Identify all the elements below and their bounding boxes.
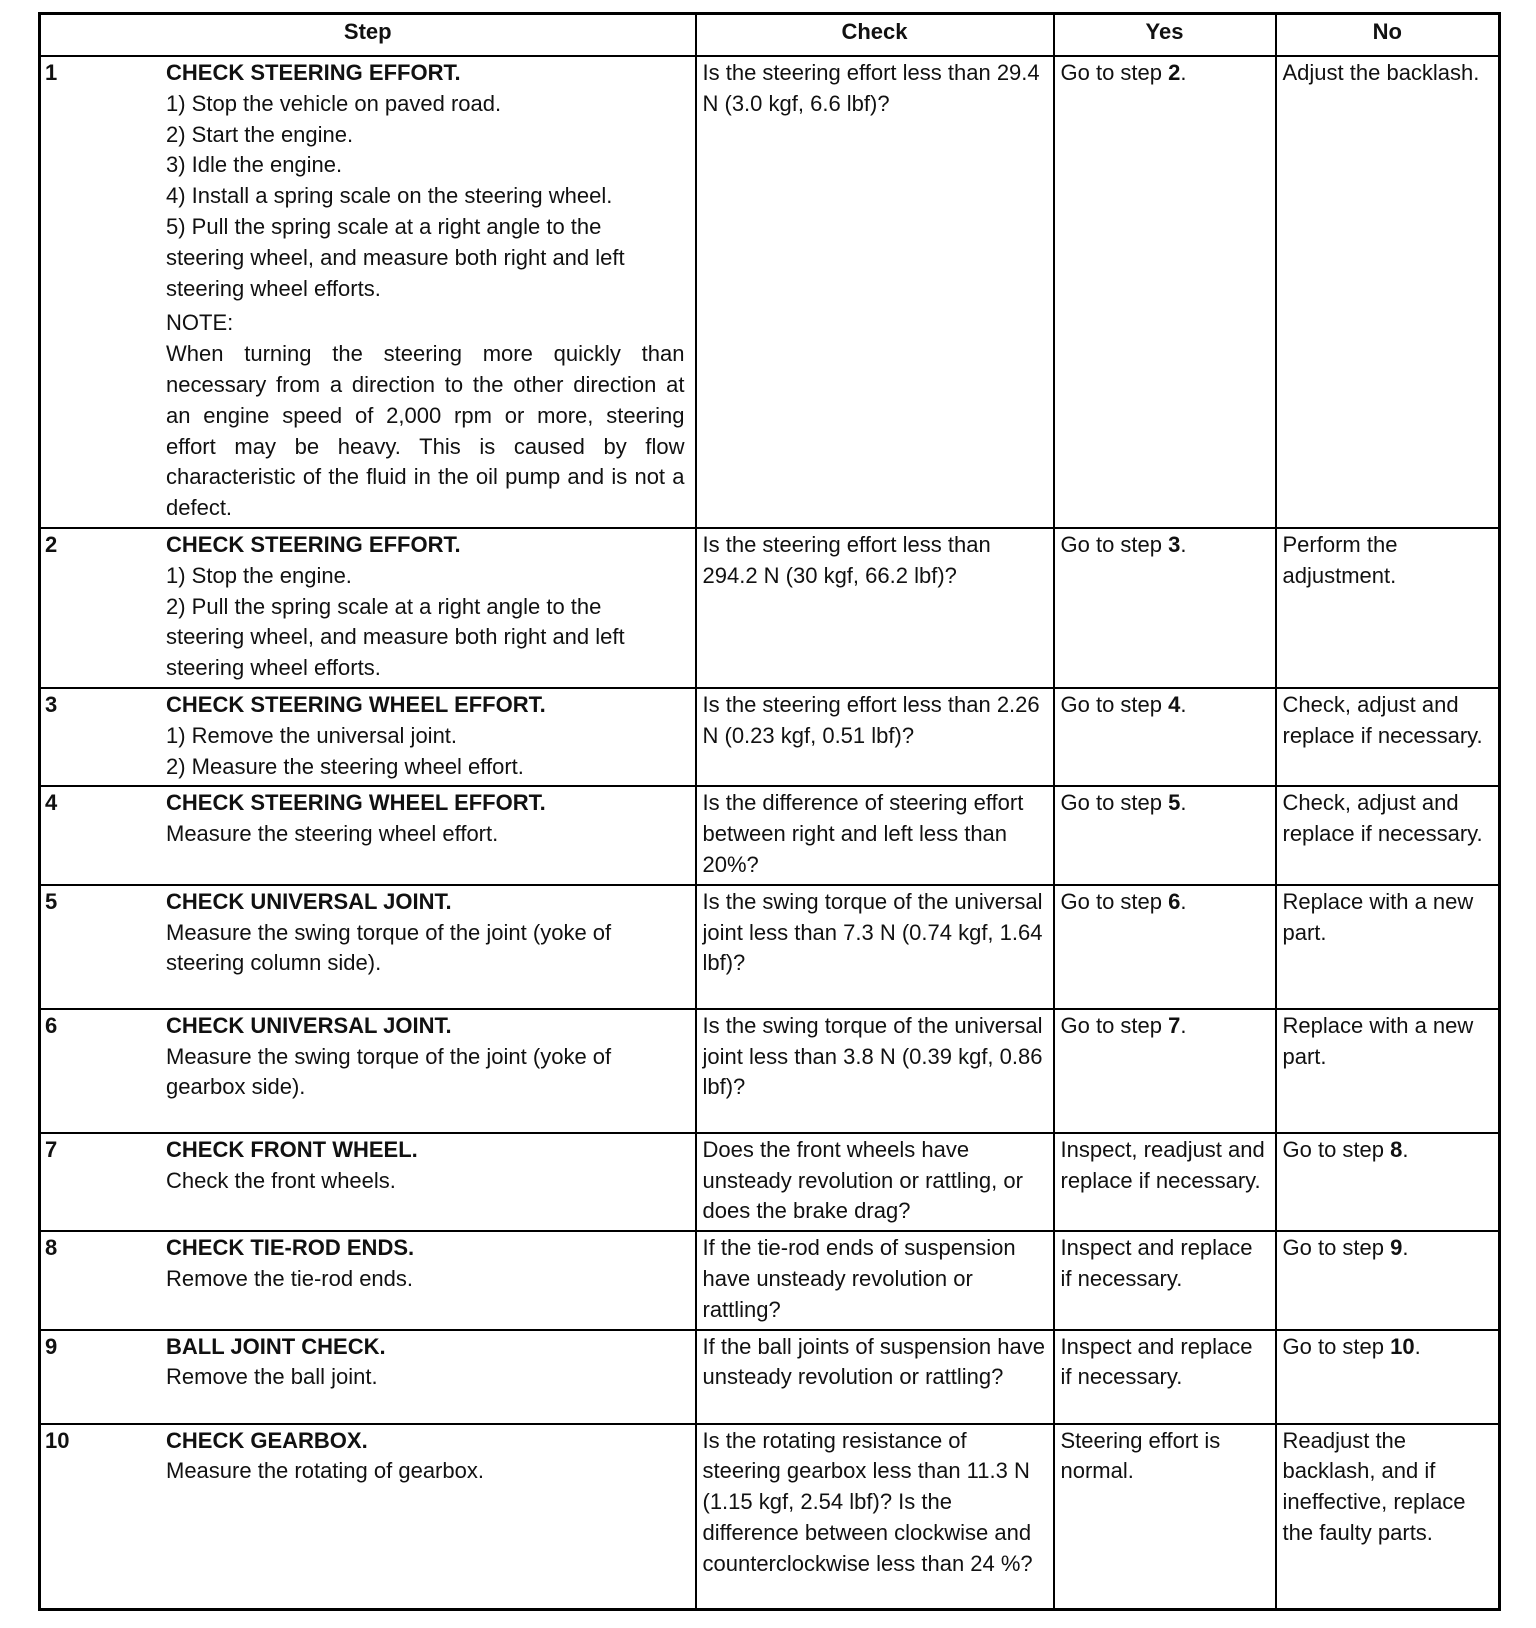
no-text: Replace with a new part. [1282,888,1474,945]
header-yes: Yes [1054,14,1276,57]
yes-text: Go to step [1060,1012,1169,1038]
step-cell [40,1009,696,1133]
yes-cell [1054,885,1276,1009]
no-cell [1276,1133,1500,1231]
step-instruction: 1) Stop the vehicle on paved road. [166,90,502,116]
check-cell: Is the rotating resistance of steering gearbox less than 11.3 N (1.15 kgf, 2.54 lbf)? Is the difference between clockwise and counterclockwise less than 24 %? [696,1424,1054,1610]
table-row [40,688,1500,786]
yes-cell [1054,1231,1276,1329]
step-instruction: Remove the tie-rod ends. [166,1265,414,1291]
step-cell [40,1231,696,1329]
yes-text: Go to step [1060,790,1169,816]
no-cell [1276,688,1500,786]
no-cell [1276,528,1500,688]
step-title: CHECK STEERING WHEEL EFFORT. [166,790,546,816]
step-number: 4 [45,790,58,816]
step-instruction: Remove the ball joint. [166,1364,378,1390]
yes-cell [1054,786,1276,884]
step-number: 2 [45,531,58,557]
yes-step-ref: 6 [1168,888,1181,914]
step-instruction: 2) Pull the spring scale at a right angle to the steering wheel, and measure both right and left steering wheel efforts. [166,593,625,681]
no-cell [1276,1231,1500,1329]
step-cell [40,528,696,688]
no-text: Replace with a new part. [1282,1012,1474,1069]
table-row [40,885,1500,1009]
step-body [166,58,685,524]
step-instruction: 2) Start the engine. [166,121,354,147]
no-cell [1276,885,1500,1009]
step-instruction: 1) Remove the universal joint. [166,722,458,748]
table-row [40,56,1500,528]
no-text: Perform the adjustment. [1282,531,1398,588]
table-row [40,528,1500,688]
step-title: CHECK FRONT WHEEL. [166,1136,418,1162]
step-title: CHECK GEARBOX. [166,1427,368,1453]
yes-text-suffix: . [1180,1012,1187,1038]
no-text-suffix: . [1402,1235,1409,1261]
step-body [166,690,685,782]
table-row [40,1330,1500,1424]
yes-cell [1054,1330,1276,1424]
yes-text: Inspect and replace if necessary. [1060,1235,1253,1291]
yes-text: Go to step [1060,888,1169,914]
step-cell [40,688,696,786]
step-title: CHECK STEERING EFFORT. [166,531,461,557]
step-body [166,788,685,850]
step-number: 5 [45,888,58,914]
step-instruction: Check the front wheels. [166,1167,396,1193]
no-cell [1276,1009,1500,1133]
yes-text-suffix: . [1180,691,1187,717]
yes-text: Inspect, readjust and replace if necessary. [1060,1136,1265,1193]
yes-text-suffix: . [1180,531,1187,557]
no-text: Go to step [1282,1136,1391,1162]
no-cell [1276,1424,1500,1610]
step-cell [40,1133,696,1231]
yes-step-ref: 3 [1168,531,1181,557]
yes-text: Go to step [1060,60,1169,85]
step-cell [40,56,696,528]
check-cell: Does the front wheels have unsteady revolution or rattling, or does the brake drag? [696,1133,1054,1231]
header-no: No [1276,14,1500,57]
no-text: Go to step [1282,1333,1391,1359]
check-cell: Is the steering effort less than 29.4 N (3.0 kgf, 6.6 lbf)? [696,56,1054,528]
no-text: Check, adjust and replace if necessary. [1282,790,1483,847]
step-title: CHECK STEERING EFFORT. [166,60,461,85]
step-body [166,1233,685,1295]
step-instruction: 4) Install a spring scale on the steering wheel. [166,183,613,209]
step-number: 9 [45,1333,58,1359]
step-instruction: 3) Idle the engine. [166,152,343,178]
yes-cell [1054,528,1276,688]
step-cell [40,1330,696,1424]
yes-text: Steering effort is normal. [1060,1427,1221,1484]
yes-cell [1054,688,1276,786]
step-title: CHECK STEERING WHEEL EFFORT. [166,691,546,717]
no-text: Check, adjust and replace if necessary. [1282,691,1483,748]
check-cell: Is the steering effort less than 2.26 N (0.23 kgf, 0.51 lbf)? [696,688,1054,786]
check-cell: Is the difference of steering effort between right and left less than 20%? [696,786,1054,884]
step-number: 7 [45,1136,58,1162]
step-number: 10 [45,1427,70,1453]
no-text-suffix: . [1402,1136,1409,1162]
step-instruction: 2) Measure the steering wheel effort. [166,753,524,779]
check-cell: Is the swing torque of the universal joint less than 3.8 N (0.39 kgf, 0.86 lbf)? [696,1009,1054,1133]
no-text: Readjust the backlash, and if ineffective, replace the faulty parts. [1282,1427,1466,1545]
troubleshooting-table [38,12,1501,1611]
no-cell [1276,786,1500,884]
yes-step-ref: 5 [1168,790,1181,816]
table-row [40,1133,1500,1231]
step-instruction: 1) Stop the engine. [166,562,352,588]
step-number: 6 [45,1012,58,1038]
yes-text: Go to step [1060,531,1169,557]
no-step-ref: 8 [1390,1136,1403,1162]
step-instruction: Measure the swing torque of the joint (yoke of gearbox side). [166,1043,612,1100]
yes-step-ref: 4 [1168,691,1181,717]
yes-cell [1054,1133,1276,1231]
step-instruction: Measure the rotating of gearbox. [166,1458,484,1484]
step-body [166,1426,685,1488]
no-text: Adjust the backlash. [1282,60,1480,85]
no-text: Go to step [1282,1235,1391,1261]
table-row [40,1424,1500,1610]
step-cell [40,1424,696,1610]
header-check: Check [696,14,1054,57]
note-text: When turning the steering more quickly than necessary from a direction to the other direction at an engine speed of 2,000 rpm or more, steering effort may be heavy. This is caused by flow characteristic of the fluid in the oil pump and is not a defect. [166,341,685,521]
yes-cell [1054,1009,1276,1133]
table-row [40,1231,1500,1329]
yes-text: Inspect and replace if necessary. [1060,1333,1253,1390]
yes-text-suffix: . [1180,60,1187,85]
no-step-ref: 10 [1390,1333,1415,1359]
yes-text: Go to step [1060,691,1169,717]
yes-cell [1054,1424,1276,1610]
step-body [166,1011,685,1103]
check-cell: Is the steering effort less than 294.2 N (30 kgf, 66.2 lbf)? [696,528,1054,688]
step-title: CHECK UNIVERSAL JOINT. [166,1012,452,1038]
step-title: CHECK TIE-ROD ENDS. [166,1235,415,1261]
step-instruction: Measure the steering wheel effort. [166,821,499,847]
check-cell: If the ball joints of suspension have unsteady revolution or rattling? [696,1330,1054,1424]
yes-text-suffix: . [1180,888,1187,914]
no-cell [1276,56,1500,528]
step-number: 8 [45,1235,58,1261]
step-title: BALL JOINT CHECK. [166,1333,386,1359]
no-cell [1276,1330,1500,1424]
step-cell [40,786,696,884]
check-cell: Is the swing torque of the universal joint less than 7.3 N (0.74 kgf, 1.64 lbf)? [696,885,1054,1009]
step-number: 3 [45,691,58,717]
note-label: NOTE: [166,310,234,336]
yes-cell [1054,56,1276,528]
table-body [40,56,1500,1610]
yes-step-ref: 2 [1168,60,1181,85]
step-body [166,887,685,979]
table-row [40,1009,1500,1133]
no-text-suffix: . [1414,1333,1421,1359]
step-body [166,530,685,684]
step-body [166,1332,685,1394]
check-cell: If the tie-rod ends of suspension have unsteady revolution or rattling? [696,1231,1054,1329]
page [38,12,1498,1611]
step-instruction: 5) Pull the spring scale at a right angle to the steering wheel, and measure both right and left steering wheel efforts. [166,213,625,301]
step-title: CHECK UNIVERSAL JOINT. [166,888,452,914]
step-instruction: Measure the swing torque of the joint (yoke of steering column side). [166,919,612,976]
step-body [166,1135,685,1197]
step-cell [40,885,696,1009]
table-row [40,786,1500,884]
header-row [40,14,1500,57]
step-number: 1 [45,60,58,85]
yes-text-suffix: . [1180,790,1187,816]
no-step-ref: 9 [1390,1235,1403,1261]
header-step: Step [40,14,696,57]
yes-step-ref: 7 [1168,1012,1181,1038]
